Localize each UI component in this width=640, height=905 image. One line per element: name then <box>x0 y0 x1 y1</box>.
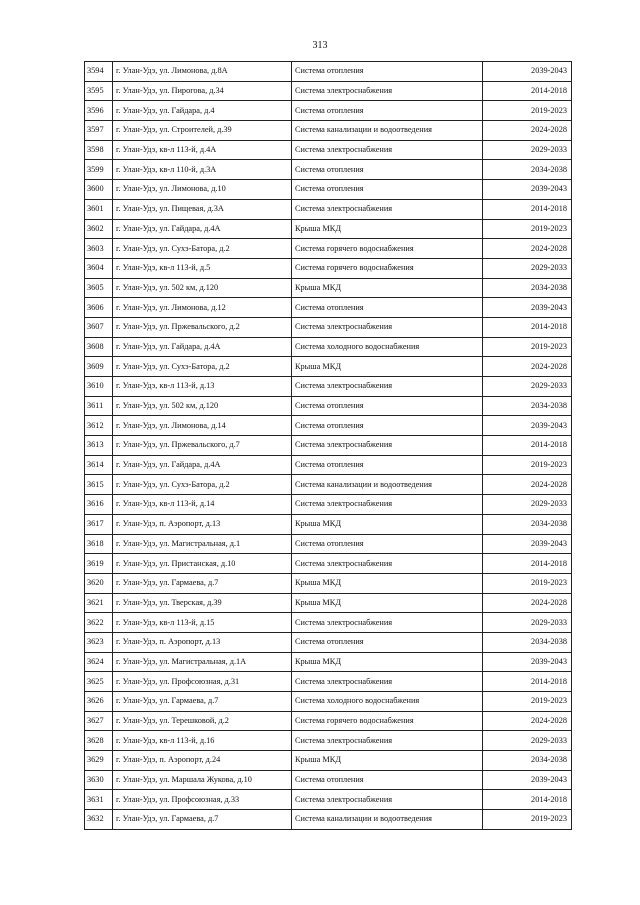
row-number-cell: 3620 <box>85 573 113 593</box>
system-cell: Система холодного водоснабжения <box>292 692 483 712</box>
period-cell: 2014-2018 <box>483 436 572 456</box>
period-cell: 2029-2033 <box>483 495 572 515</box>
row-number-cell: 3626 <box>85 692 113 712</box>
row-number-cell: 3601 <box>85 199 113 219</box>
row-number-cell: 3628 <box>85 731 113 751</box>
period-cell: 2019-2023 <box>483 337 572 357</box>
table-row <box>85 692 572 712</box>
period-cell: 2039-2043 <box>483 298 572 318</box>
address-cell: г. Улан-Удэ, ул. Магистральная, д.1 <box>113 534 292 554</box>
period-cell: 2014-2018 <box>483 81 572 101</box>
address-cell: г. Улан-Удэ, ул. 502 км, д.120 <box>113 278 292 298</box>
table-row <box>85 455 572 475</box>
row-number-cell: 3598 <box>85 140 113 160</box>
table-row <box>85 731 572 751</box>
period-cell: 2019-2023 <box>483 455 572 475</box>
period-cell: 2039-2043 <box>483 62 572 82</box>
period-cell: 2019-2023 <box>483 219 572 239</box>
address-cell: г. Улан-Удэ, ул. Гармаева, д.7 <box>113 692 292 712</box>
row-number-cell: 3610 <box>85 377 113 397</box>
system-cell: Система отопления <box>292 180 483 200</box>
address-cell: г. Улан-Удэ, ул. Лимонова, д.12 <box>113 298 292 318</box>
system-cell: Система отопления <box>292 101 483 121</box>
table-row <box>85 101 572 121</box>
address-cell: г. Улан-Удэ, п. Аэропорт, д.13 <box>113 632 292 652</box>
row-number-cell: 3596 <box>85 101 113 121</box>
address-cell: г. Улан-Удэ, ул. Пристанская, д.10 <box>113 554 292 574</box>
system-cell: Система отопления <box>292 396 483 416</box>
system-cell: Система электроснабжения <box>292 317 483 337</box>
table-row <box>85 160 572 180</box>
address-cell: г. Улан-Удэ, п. Аэропорт, д.13 <box>113 514 292 534</box>
row-number-cell: 3599 <box>85 160 113 180</box>
address-cell: г. Улан-Удэ, ул. Пржевальского, д.7 <box>113 436 292 456</box>
system-cell: Система холодного водоснабжения <box>292 337 483 357</box>
system-cell: Система электроснабжения <box>292 377 483 397</box>
period-cell: 2034-2038 <box>483 160 572 180</box>
table-row <box>85 632 572 652</box>
period-cell: 2039-2043 <box>483 770 572 790</box>
table-row <box>85 613 572 633</box>
table-row <box>85 140 572 160</box>
table-row <box>85 298 572 318</box>
row-number-cell: 3606 <box>85 298 113 318</box>
period-cell: 2029-2033 <box>483 140 572 160</box>
system-cell: Система электроснабжения <box>292 495 483 515</box>
address-cell: г. Улан-Удэ, кв-л 110-й, д.3А <box>113 160 292 180</box>
table-row <box>85 652 572 672</box>
table-row <box>85 554 572 574</box>
table-row <box>85 534 572 554</box>
period-cell: 2024-2028 <box>483 475 572 495</box>
table-row <box>85 790 572 810</box>
system-cell: Система отопления <box>292 632 483 652</box>
table-row <box>85 770 572 790</box>
period-cell: 2019-2023 <box>483 101 572 121</box>
system-cell: Система канализации и водоотведения <box>292 475 483 495</box>
address-cell: г. Улан-Удэ, ул. Лимонова, д.10 <box>113 180 292 200</box>
table-row <box>85 278 572 298</box>
row-number-cell: 3615 <box>85 475 113 495</box>
system-cell: Система отопления <box>292 160 483 180</box>
row-number-cell: 3622 <box>85 613 113 633</box>
table-row <box>85 337 572 357</box>
row-number-cell: 3604 <box>85 258 113 278</box>
table-row <box>85 514 572 534</box>
row-number-cell: 3625 <box>85 672 113 692</box>
address-cell: г. Улан-Удэ, ул. Строителей, д.39 <box>113 121 292 141</box>
table-row <box>85 593 572 613</box>
row-number-cell: 3608 <box>85 337 113 357</box>
row-number-cell: 3630 <box>85 770 113 790</box>
address-cell: г. Улан-Удэ, ул. Профсоюзная, д.31 <box>113 672 292 692</box>
period-cell: 2039-2043 <box>483 180 572 200</box>
system-cell: Система горячего водоснабжения <box>292 711 483 731</box>
period-cell: 2039-2043 <box>483 652 572 672</box>
system-cell: Система отопления <box>292 770 483 790</box>
table-row <box>85 711 572 731</box>
system-cell: Крыша МКД <box>292 219 483 239</box>
table-row <box>85 258 572 278</box>
address-cell: г. Улан-Удэ, ул. Терешковой, д.2 <box>113 711 292 731</box>
address-cell: г. Улан-Удэ, кв-л 113-й, д.13 <box>113 377 292 397</box>
address-cell: г. Улан-Удэ, ул. Гармаева, д.7 <box>113 810 292 830</box>
address-cell: г. Улан-Удэ, кв-л 113-й, д.16 <box>113 731 292 751</box>
system-cell: Система канализации и водоотведения <box>292 810 483 830</box>
row-number-cell: 3632 <box>85 810 113 830</box>
row-number-cell: 3611 <box>85 396 113 416</box>
row-number-cell: 3609 <box>85 357 113 377</box>
system-cell: Система горячего водоснабжения <box>292 239 483 259</box>
address-cell: г. Улан-Удэ, ул. Лимонова, д.8А <box>113 62 292 82</box>
system-cell: Система электроснабжения <box>292 140 483 160</box>
table-row <box>85 180 572 200</box>
period-cell: 2039-2043 <box>483 416 572 436</box>
row-number-cell: 3597 <box>85 121 113 141</box>
table-row <box>85 672 572 692</box>
system-cell: Система электроснабжения <box>292 554 483 574</box>
period-cell: 2029-2033 <box>483 377 572 397</box>
address-cell: г. Улан-Удэ, ул. Сухэ-Батора, д.2 <box>113 357 292 377</box>
row-number-cell: 3602 <box>85 219 113 239</box>
period-cell: 2029-2033 <box>483 731 572 751</box>
repair-schedule-table <box>84 61 572 830</box>
address-cell: г. Улан-Удэ, ул. Сухэ-Батора, д.2 <box>113 239 292 259</box>
row-number-cell: 3600 <box>85 180 113 200</box>
address-cell: г. Улан-Удэ, кв-л 113-й, д.4А <box>113 140 292 160</box>
table-row <box>85 317 572 337</box>
address-cell: г. Улан-Удэ, ул. Лимонова, д.14 <box>113 416 292 436</box>
period-cell: 2024-2028 <box>483 121 572 141</box>
address-cell: г. Улан-Удэ, ул. Гайдара, д.4А <box>113 337 292 357</box>
row-number-cell: 3607 <box>85 317 113 337</box>
table-row <box>85 751 572 771</box>
row-number-cell: 3616 <box>85 495 113 515</box>
address-cell: г. Улан-Удэ, ул. Пирогова, д.34 <box>113 81 292 101</box>
table-row <box>85 199 572 219</box>
system-cell: Система отопления <box>292 298 483 318</box>
row-number-cell: 3627 <box>85 711 113 731</box>
row-number-cell: 3621 <box>85 593 113 613</box>
system-cell: Крыша МКД <box>292 652 483 672</box>
address-cell: г. Улан-Удэ, ул. 502 км, д.120 <box>113 396 292 416</box>
row-number-cell: 3619 <box>85 554 113 574</box>
system-cell: Крыша МКД <box>292 357 483 377</box>
system-cell: Система электроснабжения <box>292 731 483 751</box>
address-cell: г. Улан-Удэ, кв-л 113-й, д.5 <box>113 258 292 278</box>
row-number-cell: 3617 <box>85 514 113 534</box>
address-cell: г. Улан-Удэ, ул. Гайдара, д.4А <box>113 455 292 475</box>
table-row <box>85 121 572 141</box>
address-cell: г. Улан-Удэ, ул. Гайдара, д.4А <box>113 219 292 239</box>
system-cell: Система электроснабжения <box>292 790 483 810</box>
row-number-cell: 3612 <box>85 416 113 436</box>
row-number-cell: 3614 <box>85 455 113 475</box>
row-number-cell: 3629 <box>85 751 113 771</box>
period-cell: 2019-2023 <box>483 692 572 712</box>
row-number-cell: 3624 <box>85 652 113 672</box>
table-row <box>85 357 572 377</box>
row-number-cell: 3613 <box>85 436 113 456</box>
period-cell: 2029-2033 <box>483 613 572 633</box>
address-cell: г. Улан-Удэ, ул. Гайдара, д.4 <box>113 101 292 121</box>
address-cell: г. Улан-Удэ, ул. Пищевая, д.3А <box>113 199 292 219</box>
table-row <box>85 239 572 259</box>
system-cell: Крыша МКД <box>292 573 483 593</box>
system-cell: Система электроснабжения <box>292 436 483 456</box>
period-cell: 2014-2018 <box>483 790 572 810</box>
table-row <box>85 810 572 830</box>
system-cell: Система отопления <box>292 534 483 554</box>
period-cell: 2039-2043 <box>483 534 572 554</box>
period-cell: 2019-2023 <box>483 810 572 830</box>
system-cell: Система канализации и водоотведения <box>292 121 483 141</box>
period-cell: 2034-2038 <box>483 632 572 652</box>
period-cell: 2024-2028 <box>483 357 572 377</box>
address-cell: г. Улан-Удэ, ул. Пржевальского, д.2 <box>113 317 292 337</box>
table-row <box>85 377 572 397</box>
address-cell: г. Улан-Удэ, ул. Магистральная, д.1А <box>113 652 292 672</box>
row-number-cell: 3631 <box>85 790 113 810</box>
system-cell: Система горячего водоснабжения <box>292 258 483 278</box>
period-cell: 2024-2028 <box>483 239 572 259</box>
system-cell: Система отопления <box>292 455 483 475</box>
period-cell: 2029-2033 <box>483 258 572 278</box>
period-cell: 2014-2018 <box>483 199 572 219</box>
system-cell: Система электроснабжения <box>292 672 483 692</box>
address-cell: г. Улан-Удэ, кв-л 113-й, д.14 <box>113 495 292 515</box>
period-cell: 2014-2018 <box>483 317 572 337</box>
address-cell: г. Улан-Удэ, ул. Гармаева, д.7 <box>113 573 292 593</box>
row-number-cell: 3594 <box>85 62 113 82</box>
system-cell: Крыша МКД <box>292 593 483 613</box>
system-cell: Крыша МКД <box>292 514 483 534</box>
period-cell: 2014-2018 <box>483 554 572 574</box>
row-number-cell: 3603 <box>85 239 113 259</box>
table-row <box>85 219 572 239</box>
period-cell: 2034-2038 <box>483 278 572 298</box>
system-cell: Система электроснабжения <box>292 81 483 101</box>
address-cell: г. Улан-Удэ, кв-л 113-й, д.15 <box>113 613 292 633</box>
system-cell: Система отопления <box>292 416 483 436</box>
period-cell: 2034-2038 <box>483 396 572 416</box>
address-cell: г. Улан-Удэ, ул. Маршала Жукова, д.10 <box>113 770 292 790</box>
address-cell: г. Улан-Удэ, ул. Профсоюзная, д.33 <box>113 790 292 810</box>
table-row <box>85 475 572 495</box>
page-number: 313 <box>312 40 328 51</box>
period-cell: 2024-2028 <box>483 593 572 613</box>
address-cell: г. Улан-Удэ, ул. Сухэ-Батора, д.2 <box>113 475 292 495</box>
table-row <box>85 436 572 456</box>
table-row <box>85 81 572 101</box>
period-cell: 2024-2028 <box>483 711 572 731</box>
system-cell: Крыша МКД <box>292 751 483 771</box>
address-cell: г. Улан-Удэ, ул. Тверская, д.39 <box>113 593 292 613</box>
address-cell: г. Улан-Удэ, п. Аэропорт, д.24 <box>113 751 292 771</box>
table-row <box>85 495 572 515</box>
row-number-cell: 3618 <box>85 534 113 554</box>
row-number-cell: 3595 <box>85 81 113 101</box>
row-number-cell: 3605 <box>85 278 113 298</box>
table-row <box>85 62 572 82</box>
period-cell: 2019-2023 <box>483 573 572 593</box>
period-cell: 2034-2038 <box>483 751 572 771</box>
table-row <box>85 573 572 593</box>
table-row <box>85 396 572 416</box>
table-body <box>85 62 572 830</box>
table-row <box>85 416 572 436</box>
row-number-cell: 3623 <box>85 632 113 652</box>
system-cell: Крыша МКД <box>292 278 483 298</box>
system-cell: Система электроснабжения <box>292 199 483 219</box>
system-cell: Система отопления <box>292 62 483 82</box>
system-cell: Система электроснабжения <box>292 613 483 633</box>
period-cell: 2034-2038 <box>483 514 572 534</box>
period-cell: 2014-2018 <box>483 672 572 692</box>
